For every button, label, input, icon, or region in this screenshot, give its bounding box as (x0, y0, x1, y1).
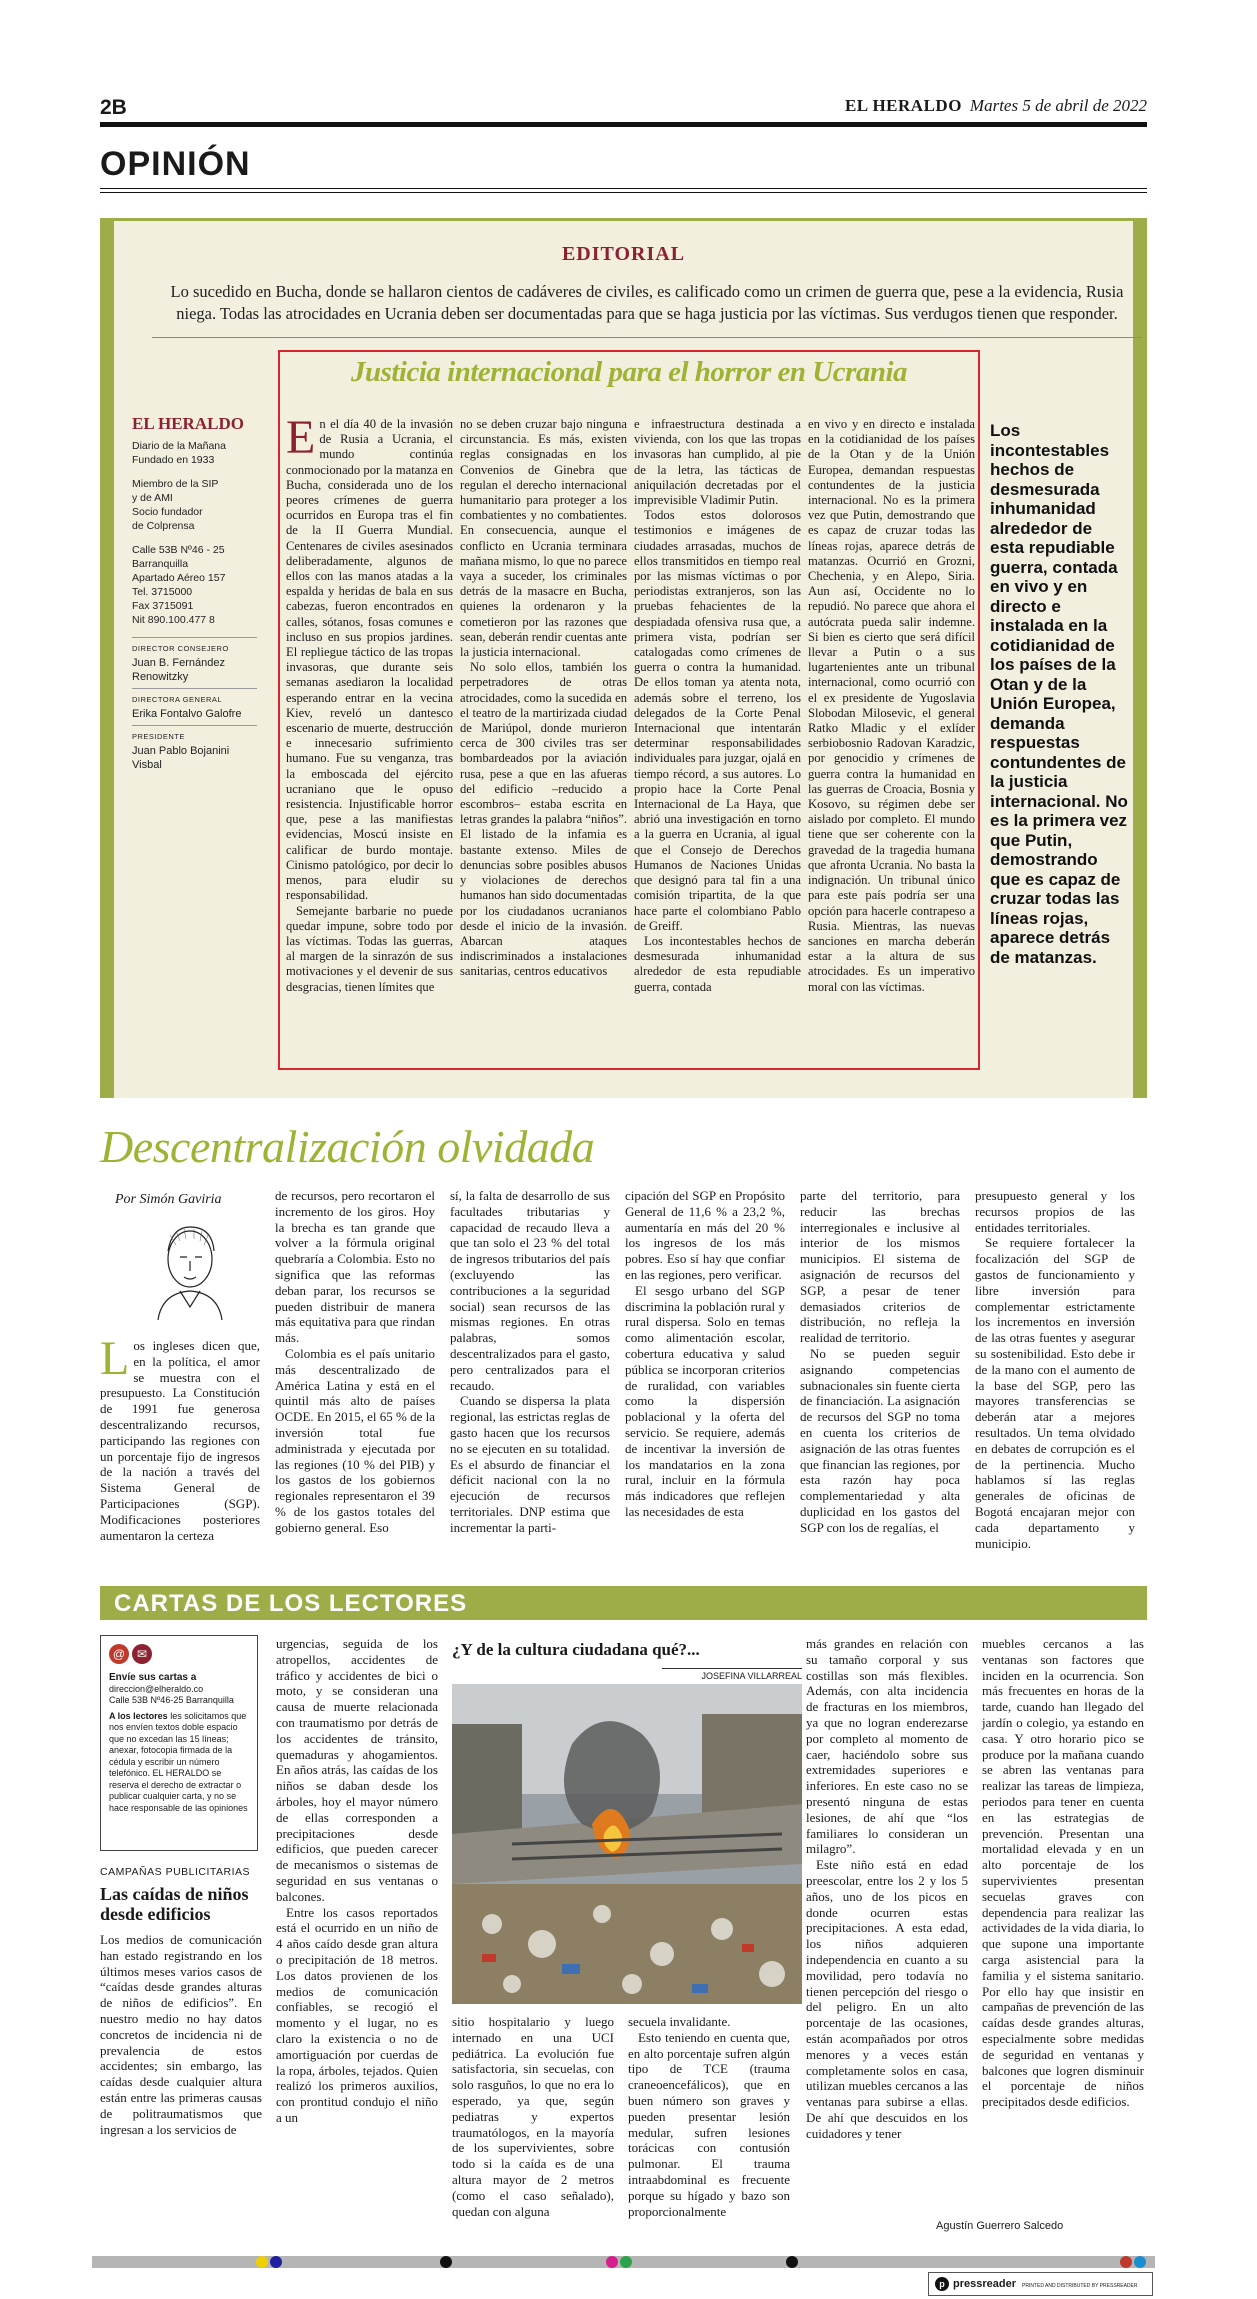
letters-section-title: CARTAS DE LOS LECTORES (114, 1590, 468, 1617)
column-paragraph: parte del territorio, para reducir las brechas interregionales e inclusive al interior de los mismos municipios. El sistema de asignación de recursos del SGP, a pesar de tener demasiados criterios de distribución, no refleja la realidad de territorio. (800, 1188, 960, 1346)
staff-line: de Colprensa (132, 520, 195, 532)
info-address: Calle 53B Nº46-25 Barranquilla (109, 1695, 234, 1705)
pressreader-label: pressreader (953, 2278, 1016, 2290)
registration-dot-blue (270, 2256, 282, 2268)
letter-paragraph: Este niño está en edad preescolar, entre los 2 y los 5 años, uno de los picos en donde ocurren estas precipitaciones. A esta edad, los niños adquieren independencia en cuanto a su movilidad, pero todavía no tienen percepción del riesgo o del peligro. En un alto porcentaje de las ocasiones, están acompañados por otros menores y a veces están completamente solos en casa, utilizan muebles cercanos a las ventanas para subirse a ellas. De ahí que descuidos en los cuidadores y tener (806, 1857, 968, 2141)
editorial-column-2 (460, 417, 627, 980)
letters-info-box (100, 1635, 258, 1851)
section-title: OPINIÓN (100, 145, 251, 183)
letter-paragraph: secuela invalidante. (628, 2014, 731, 2029)
letter-signature: Agustín Guerrero Salcedo (936, 2220, 1064, 2232)
staff-line: Miembro de la SIP (132, 478, 219, 490)
author-portrait (120, 1215, 260, 1320)
editorial-pullquote: Los incontestables hechos de desmesurada inhumanidad alrededor de esta repudiable guerra, contada en vivo y en directo e instalada en la cotidianidad de los países de la Otan y de la Unión Europea, demanda respuestas contundentes de la justicia internacional. No es la primera vez que Putin, demostrando que es capaz de cruzar todas las líneas rojas, aparece detrás de matanzas. (990, 421, 1128, 967)
section-rule-2 (100, 192, 1147, 193)
letter-paragraph: Esto teniendo en cuenta que, en alto porcentaje sufren algún tipo de TCE (trauma craneoencefálicos), que en buen número son graves y pueden presentar lesión medular, sufren lesiones torácicas con contusión pulmonar. El trauma intraabdominal es frecuente porque su hígado y bazo son proporcionalmente (628, 2029, 790, 2219)
page-number: 2B (100, 96, 127, 119)
letter-column-1 (100, 1932, 262, 2137)
letter-column-6 (982, 1636, 1144, 2110)
editorial-paragraph: n el día 40 de la invasión de Rusia a Ucrania, el mundo continúa conmocionado por la matanza en Bucha, considerada uno de los peores crímenes de guerra ocurridos en Europa tras el fin de la II Guerra Mundial. Centenares de civiles asesinados deliberadamente, algunos de ellos con las manos atadas a la espalda y heridas de bala en sus cabezas, fueron encontrados en calles, sótanos, fosas comunes e incluso en sus propios jardines. El repliegue táctico de las tropas invasoras, que durante seis semanas asediaron la localidad esperando entrar en la vecina Kiev, reveló un dantesco escenario de muerte, destrucción e innecesario sufrimiento humano. Fue su venganza, tras la emboscada del ejército ucraniano que le opuso resistencia. Injustificable horror que, pese a las manifiestas evidencias, Moscú insiste en calificar de burdo montaje. Cinismo patológico, por decir lo menos, para eludir su responsabilidad. (286, 417, 453, 903)
letters-section-bar (100, 1586, 1147, 1620)
registration-dot-black (440, 2256, 452, 2268)
editorial-paragraph: Todos estos dolorosos testimonios e imágenes de ciudades arrasadas, muchos de ellos transmitidos en tiempo real por las mismas víctimas o por periodistas extranjeros, son las pruebas fehacientes de la despiadada ofensiva rusa que, a primera vista, podrían ser catalogadas como crímenes de guerra o contra la humanidad. De ellos toman ya atenta nota, además sobre el terreno, los delegados de la Corte Penal Internacional que intentarán determinar responsabilidades individuales para juzgar, ojalá en tiempo récord, a sus autores. Lo propio hace la Corte Penal Internacional de La Haya, que abrió una investigación en torno a la guerra en Ucrania, al igual que el Consejo de Derechos Humanos de Naciones Unidas que designó para tal fin a una comisión tripartita, de la que hace parte el colombiano Pablo de Greiff. (634, 508, 801, 933)
pressreader-icon: p (935, 2277, 949, 2291)
editorial-paragraph: e infraestructura destinada a vivienda, con los que las tropas invasoras han cumplido, al pie de la letra, las tácticas de aniquilación decretadas por el imprevisible Vladimir Putin. (634, 417, 801, 508)
staff-address: Nit 890.100.477 8 (132, 614, 215, 626)
column-dropcap: L (100, 1332, 130, 1385)
editorial-headline: Justicia internacional para el horror en Ucrania (350, 356, 908, 388)
staff-address: Barranquilla (132, 558, 189, 570)
editorial-paragraph: no se deben cruzar bajo ninguna circunstancia. Es más, existen reglas consignadas en los Convenios de Ginebra que regulan el derecho internacional humanitario para proteger a los combatientes y no combatientes. En consecuencia, aunque el conflicto en Ucrania terminara mañana mismo, lo que no parece vaya a suceder, los criminales detrás de la masacre en Bucha, quienes la ordenaron y la cometieron por las razones que sean, deberán rendir cuentas ante la justicia internacional. (460, 417, 627, 660)
letter-paragraph: Entre los casos reportados está el ocurrido en un niño de 4 años caído desde gran altura o precipitación de 18 metros. Los datos provienen de los medios de comunicación confiables, se recogió el momento y el lugar, no es claro la existencia o no de amortiguación por cuerdas de la ropa, árboles, tejados. Quien realizó los primeros auxilios, con prontitud condujo el niño a un (276, 1904, 438, 2125)
staff-role: DIRECTOR CONSEJERO (132, 637, 257, 656)
staff-paper-name: EL HERALDO (132, 414, 244, 433)
campaign-label: CAMPAÑAS PUBLICITARIAS (100, 1866, 251, 1878)
masthead-paper: EL HERALDO (844, 96, 962, 115)
staff-line: Socio fundador (132, 506, 203, 518)
info-body (109, 1711, 249, 1815)
street-trash-fire-photo (452, 1684, 802, 2004)
column-paragraph: Colombia es el país unitario más descentralizado de América Latina y está en el quintil más alto de países OCDE. En 2015, el 65 % de la inversión total fue administrada y ejecutada por las regiones (10 % del PIB) y los gastos de los gobiernos regionales representaron el 39 % de los gastos totales del gobierno general. Eso (275, 1345, 435, 1535)
staff-address: Fax 3715091 (132, 600, 194, 612)
letter-column-3 (452, 2014, 614, 2219)
column-paragraph: No se pueden seguir asignando competencias subnacionales sin fuente cierta de financiación. La asignación de recursos del SGP no toma en cuenta los criterios de asignación de las otras fuentes que financian las regiones, por esta razón hay poca complementariedad y alta duplicidad en los gastos del SGP con los de regalías, el (800, 1345, 960, 1535)
editorial-box (100, 218, 1147, 1098)
editorial-dek: Lo sucedido en Bucha, donde se hallaron cientos de cadáveres de civiles, es calificado como un crimen de guerra que, pese a la evidencia, Rusia niega. Todas las atrocidades en Ucrania deben ser documentadas para que se haga justicia por las víctimas. Sus verdugos tienen que responder. (152, 281, 1142, 338)
staff-name: Juan Pablo Bojanini Visbal (132, 745, 230, 771)
editorial-kicker: EDITORIAL (561, 243, 686, 265)
section-rule-1 (100, 188, 1147, 189)
letter-paragraph: más grandes en relación con su tamaño corporal y sus costillas son más flexibles. Además, con alta incidencia de fracturas en los miembros, ya que no logran enderezarse por completo al momento de caer, haciéndolo sobre sus extremidades superiores e inferiores. En este caso no se presentó ninguna de estas lesiones, de ahí que “los familiares lo consideran un milagro”. (806, 1636, 968, 1857)
column-paragraph: de recursos, pero recortaron el incremento de los giros. Hoy la brecha es tan grande que volver a la fórmula original quebraría a Colombia. Esto no significa que las reformas deban parar, los recursos se pueden distribuir de manera más equitativa para que rindan más. (275, 1188, 435, 1346)
masthead-date: Martes 5 de abril de 2022 (969, 96, 1147, 115)
header-rule (100, 122, 1147, 127)
editorial-paragraph: Los incontestables hechos de desmesurada inhumanidad alrededor de esta repudiable guerra, contada (634, 933, 801, 994)
editorial-column-3 (634, 417, 801, 995)
editorial-paragraph: en vivo y en directo e instalada en la cotidianidad de los países de la Otan y de la Unión Europea, demandan respuestas contundentes de la justicia internacional. No es la primera vez que Putin, demostrando que es capaz de cruzar todas las líneas rojas, aparece detrás de matanzas. Ocurrió en Grozni, Chechenia, y en Alepo, Siria. Aun así, Occidente no lo repudió. No parece que ahora el autócrata pueda salir indemne. Si bien es cierto que será difícil llevar a Putin o a sus lugartenientes ante un tribunal internacional, como ocurrió con el ex presidente de Yugoslavia Slobodan Milosevic, el general Ratko Mladic y el exlíder serbiobosnio Radovan Karadzic, por genocidio y crímenes de guerra contra la humanidad en las guerras de Croacia, Bosnia y Kosovo, su régimen debe ser aislado por completo. El mundo tiene que ser coherente con la gravedad de la tragedia humana que afronta Ucrania. No basta la indignación. Un tribunal único para este país podría ser una opción para hacerle contrapeso a Rusia. Mientras, las nuevas sanciones en marcha deberán estar a la altura de sus atrocidades. Es un imperativo moral con las víctimas. (808, 417, 975, 994)
column-paragraph: cipación del SGP en Propósito General de 11,6 % a 23,2 %, aumentaría en más del 20 % los ingresos de los más pobres. Eso sí hay que confiar en las regiones, pero verificar. (625, 1188, 785, 1282)
email-icon: @ (109, 1644, 129, 1664)
column-paragraph: sí, la falta de desarrollo de sus facultades tributarias y capacidad de recaudo lleva a que tan solo el 23 % del total de ingresos tributarios del país (excluyendo las contribuciones a la seguridad social) sean recursos de las mismas regiones. En otras palabras, somos descentralizados para el gasto, pero centralizados para el recaudo. (450, 1188, 610, 1393)
column-text-1 (100, 1332, 260, 1543)
editorial-paragraph: Semejante barbarie no puede quedar impune, sobre todo por las víctimas. Todas las guerras, al margen de la sinrazón de sus motivaciones y el devenir de sus desgracias, tienen límites que (286, 903, 453, 994)
column-headline: Descentralización olvidada (100, 1121, 595, 1172)
staff-name: Juan B. Fernández Renowitzky (132, 657, 225, 683)
staff-role: PRESIDENTE (132, 725, 257, 744)
editorial-paragraph: No solo ellos, también los perpetradores de otras atrocidades, como la sucedida en el teatro de la martirizada ciudad de Mariúpol, donde murieron cerca de 300 civiles tras ser bombardeados por la aviación rusa, pese a que en las afueras del edificio –reducido a escombros– estaba escrita en letras grandes la palabra “niños”. El listado de la infamia es bastante extenso. Miles de denuncias sobre posibles abusos y violaciones de derechos humanos han sido documentadas por los ciudadanos ucranianos desde el inicio de la invasión. Abarcan ataques indiscriminados a instalaciones sanitarias, centros educativos (460, 660, 627, 979)
letter-column-2 (276, 1636, 438, 2126)
column-text-3 (450, 1188, 610, 1536)
registration-dot-cyan (1134, 2256, 1146, 2268)
letter-paragraph: sitio hospitalario y luego internado en una UCI pediátrica. La evolución fue satisfactoria, sin secuelas, con solo rasguños, lo que no era lo esperado, ya que, según pediatras y expertos traumatólogos, en la mayoría de los supervivientes, sobre todo si la caída es de una altura mayor de 2 metros (como el caso señalado), quedan con alguna (452, 2014, 614, 2219)
masthead (845, 96, 1147, 116)
letter-paragraph: Los medios de comunicación han estado registrando en los últimos meses varios casos de “caídas desde grandes alturas de niños de edificios”. En nuestro medio no hay datos concretos de incidencia ni de prevalencia de estos accidentes; sin embargo, las caídas desde cualquier altura están entre las primeras causas de politraumatismos que ingresan a los servicios de (100, 1932, 262, 2137)
column-paragraph: Cuando se dispersa la plata regional, las estrictas reglas de gasto hacen que los recursos no se ejecuten en su totalidad. Es el absurdo de financiar el déficit nacional con la no ejecución de recursos territoriales. DNP estima que incrementar la parti- (450, 1393, 610, 1535)
info-text: les solicitamos que nos envíen textos doble espacio que no excedan las 15 líneas; anexar, fotocopia firmada de la cédula y escribir un número telefónico. EL HERALDO se reserva el derecho de extractar o publicar cualquier carta, y no se hace responsable de las opiniones (109, 1710, 248, 1813)
pressreader-note: PRINTED AND DISTRIBUTED BY PRESSREADER (1022, 2283, 1138, 2289)
registration-dot-yellow (256, 2256, 268, 2268)
column-text-4 (625, 1188, 785, 1520)
staff-box (132, 414, 257, 772)
column-text-6 (975, 1188, 1135, 1551)
column-paragraph: os ingleses dicen que, en la política, el amor se muestra con el presupuesto. La Constitución de 1991 fue generosa descentralizando recursos, participando las regiones con un porcentaje fijo de ingresos de la nación a través del Sistema General de Participaciones (SGP). Modificaciones posteriores aumentaron la certeza (100, 1338, 260, 1543)
registration-dot-green (620, 2256, 632, 2268)
column-text-2 (275, 1188, 435, 1536)
editorial-dropcap: E (286, 411, 316, 464)
column-text-5 (800, 1188, 960, 1536)
editorial-column-1 (286, 411, 453, 995)
letter-column-5 (806, 1636, 968, 2142)
staff-line: y de AMI (132, 492, 173, 504)
mail-icon: ✉ (132, 1644, 152, 1664)
staff-address: Calle 53B Nº46 - 25 (132, 544, 225, 556)
staff-address: Apartado Aéreo 157 (132, 572, 226, 584)
letter-paragraph: urgencias, seguida de los atropellos, accidentes de tráfico y accidentes de bici o moto, y se consideran una causa de muerte relacionada con traumatismo por detrás de los accidentes de tránsito, quemaduras y ahogamientos. En años atrás, las caídas de los niños se daban desde los árboles, hoy el mayor número de ellas corresponden a precipitaciones desde edificios, que pueden carecer de mecanismos o sistemas de seguridad en sus ventanas o balcones. (276, 1636, 438, 1904)
staff-name: Erika Fontalvo Galofre (132, 708, 242, 720)
registration-dot-black (786, 2256, 798, 2268)
registration-dot-magenta (606, 2256, 618, 2268)
staff-role: DIRECTORA GENERAL (132, 688, 257, 707)
staff-line: Fundado en 1933 (132, 454, 215, 466)
info-bold-lead: A los lectores (109, 1710, 168, 1721)
registration-dot-red (1120, 2256, 1132, 2268)
column-paragraph: Se requiere fortalecer la focalización del SGP de gastos de funcionamiento y libre inversión para complementar estrictamente los incrementos en inversión de las otras fuentes y asegurar su sostenibilidad. Esto debe ir de la mano con el aumento de la base del SGP, pero las mayores transferencias se deberán atar a mejores resultados. Un tema olvidado en debates de corrupción es el de la pertinencia. Mucho hablamos sí las reglas generales de oficinas de Bogotá encajaran mejor con cada departamento y municipio. (975, 1235, 1135, 1551)
photo-credit: JOSEFINA VILLARREAL (662, 1668, 802, 1681)
column-paragraph: presupuesto general y los recursos propios de las entidades territoriales. (975, 1188, 1135, 1235)
pressreader-badge[interactable] (928, 2272, 1153, 2296)
column-byline: Por Simón Gaviria (115, 1192, 222, 1207)
info-heading: Envíe sus cartas a (109, 1672, 197, 1683)
editorial-column-4 (808, 417, 975, 995)
letter-title: Las caídas de niños desde edificios (100, 1884, 249, 1924)
letter-headline: ¿Y de la cultura ciudadana qué?... (452, 1640, 700, 1659)
letter-column-4 (628, 2014, 790, 2219)
info-email[interactable]: direccion@elheraldo.co (109, 1683, 204, 1694)
column-paragraph: El sesgo urbano del SGP discrimina la población rural y rural dispersa. Solo en temas como alimentación escolar, cobertura educativa y salud pública se incorporan criterios de ruralidad, con variables como la dispersión poblacional y la oferta del servicio. Se requiere, además de incentivar la inversión de los mandatarios en la zona rural, incluir en la fórmula más indicadores que reflejen las necesidades de esta (625, 1282, 785, 1519)
staff-address: Tel. 3715000 (132, 586, 193, 598)
staff-line: Diario de la Mañana (132, 440, 226, 452)
letter-paragraph: muebles cercanos a las ventanas son factores que inciden en la ocurrencia. Son más frecuentes en horas de la tarde, cuando han llegado del jardín o colegio, ya estando en casa. Y otro horario pico se produce por la mañana cuando se abren las ventanas para realizar las tareas de limpieza, periodos para tener en cuenta en las estrategias de prevención. Presentan una mortalidad elevada y en un alto porcentaje de los supervivientes presentan secuelas graves con dependencia para realizar las actividades de la vida diaria, lo que supone una importante carga asistencial para la familia y el sistema sanitario. Por ello hay que insistir en campañas de prevención de las caídas desde grandes alturas, especialmente sobre medidas de seguridad en ventanas y balcones que logren disminuir el porcentaje de niños precipitados desde edificios. (982, 1636, 1144, 2110)
